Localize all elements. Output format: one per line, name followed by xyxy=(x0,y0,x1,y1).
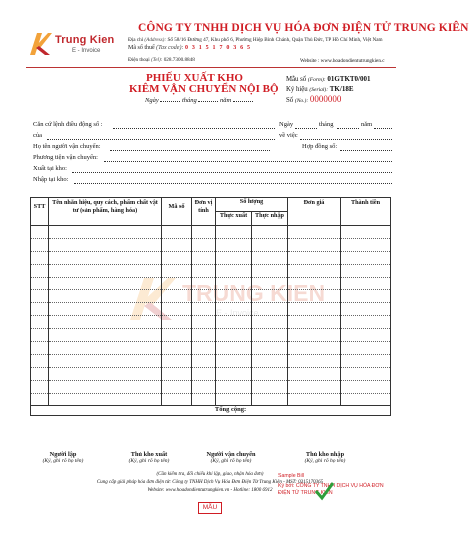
table-cell[interactable] xyxy=(341,277,391,290)
table-cell[interactable] xyxy=(341,303,391,316)
document-subtitle: KIÊM VẬN CHUYỂN NỘI BỘ xyxy=(129,83,279,95)
table-cell[interactable] xyxy=(252,226,288,239)
table-cell[interactable] xyxy=(31,342,49,355)
table-cell[interactable] xyxy=(192,316,216,329)
table-cell[interactable] xyxy=(252,290,288,303)
table-row xyxy=(31,264,391,277)
from-warehouse-label: Xuất tại kho: xyxy=(33,165,67,172)
order-day-label: Ngày xyxy=(279,121,294,128)
table-cell[interactable] xyxy=(162,303,192,316)
col-header-code: Mã số xyxy=(162,198,192,226)
table-cell[interactable] xyxy=(216,329,252,342)
table-row xyxy=(31,303,391,316)
table-cell[interactable] xyxy=(252,329,288,342)
serial-value: TK/18E xyxy=(329,85,354,93)
form-value: 01GTKT0/001 xyxy=(327,75,371,83)
footer-check-note: (Cần kiểm tra, đối chiếu khi lập, giao, nhận hóa đơn) xyxy=(156,472,264,477)
table-cell[interactable] xyxy=(192,264,216,277)
table-cell[interactable] xyxy=(288,380,341,393)
table-cell[interactable] xyxy=(192,380,216,393)
signature-note: (Ký, ghi rõ họ tên) xyxy=(42,458,84,464)
table-cell[interactable] xyxy=(31,303,49,316)
footer-contact: Website: www.hoadondientutrungkien.vn - Hotline: 1800 6912 xyxy=(147,488,273,493)
table-cell[interactable] xyxy=(162,238,192,251)
table-cell[interactable] xyxy=(192,277,216,290)
table-cell[interactable] xyxy=(216,264,252,277)
date-year-label: năm xyxy=(220,97,232,104)
date-day-blank xyxy=(160,101,180,102)
order-year-label: năm xyxy=(361,121,373,128)
to-warehouse-label: Nhập tại kho: xyxy=(33,176,69,183)
sample-stamp: MẪU xyxy=(198,502,222,514)
table-cell[interactable] xyxy=(49,251,162,264)
form-label-en: (Form): xyxy=(307,77,326,83)
table-cell[interactable] xyxy=(49,277,162,290)
table-cell[interactable] xyxy=(288,238,341,251)
of-label: của xyxy=(33,132,43,139)
website-label: Website : xyxy=(300,58,320,64)
signature-title: Thủ kho nhập xyxy=(305,451,345,458)
table-cell[interactable] xyxy=(162,290,192,303)
transporter-label: Họ tên người vận chuyển: xyxy=(33,143,101,150)
table-cell[interactable] xyxy=(341,264,391,277)
table-cell[interactable] xyxy=(162,251,192,264)
number-label-en: (No.): xyxy=(294,98,309,104)
signature-note: (Ký, ghi rõ họ tên) xyxy=(210,458,252,464)
table-cell[interactable] xyxy=(216,367,252,380)
table-cell[interactable] xyxy=(288,277,341,290)
table-cell[interactable] xyxy=(252,380,288,393)
table-cell[interactable] xyxy=(252,238,288,251)
table-row xyxy=(31,380,391,393)
date-month-blank xyxy=(198,101,218,102)
table-cell[interactable] xyxy=(341,238,391,251)
table-cell[interactable] xyxy=(49,303,162,316)
table-row xyxy=(31,316,391,329)
company-logo xyxy=(27,30,127,64)
table-cell[interactable] xyxy=(49,316,162,329)
order-month-field[interactable] xyxy=(337,128,359,129)
table-cell[interactable] xyxy=(31,367,49,380)
form-label: Mẫu số xyxy=(286,76,307,83)
number-label: Số xyxy=(286,97,294,104)
address-label: Địa chỉ xyxy=(128,37,144,43)
date-month-label: tháng xyxy=(181,97,197,104)
table-cell[interactable] xyxy=(252,264,288,277)
invoice-number xyxy=(286,94,341,104)
table-header-row xyxy=(31,198,391,212)
table-cell[interactable] xyxy=(252,354,288,367)
table-row xyxy=(31,238,391,251)
table-cell[interactable] xyxy=(288,329,341,342)
taxcode-label: Mã số thuế xyxy=(128,45,155,51)
table-cell[interactable] xyxy=(162,277,192,290)
table-cell[interactable] xyxy=(341,380,391,393)
watermark-name: TRUNG KIEN xyxy=(182,280,326,306)
website-value: www.hoadondientutrungkien.c xyxy=(320,58,385,64)
table-row xyxy=(31,251,391,264)
table-cell[interactable] xyxy=(341,367,391,380)
table-cell[interactable] xyxy=(288,367,341,380)
order-day-field[interactable] xyxy=(295,128,317,129)
table-cell[interactable] xyxy=(49,264,162,277)
table-cell[interactable] xyxy=(49,380,162,393)
table-cell[interactable] xyxy=(288,342,341,355)
table-cell[interactable] xyxy=(341,251,391,264)
table-cell[interactable] xyxy=(341,226,391,239)
table-cell[interactable] xyxy=(192,238,216,251)
watermark-sub: E - Invoice xyxy=(216,308,259,318)
col-header-stt: STT xyxy=(31,198,49,226)
table-row xyxy=(31,354,391,367)
table-cell[interactable] xyxy=(31,380,49,393)
company-name: CÔNG TY TNHH DỊCH VỤ HÓA ĐƠN ĐIỆN TỬ TRUNG KIÊN xyxy=(138,22,469,34)
table-cell[interactable] xyxy=(31,393,49,406)
table-cell[interactable] xyxy=(288,251,341,264)
table-cell[interactable] xyxy=(162,226,192,239)
table-cell[interactable] xyxy=(162,380,192,393)
table-cell[interactable] xyxy=(31,316,49,329)
table-cell[interactable] xyxy=(216,342,252,355)
table-row xyxy=(31,277,391,290)
signature-title: Người vận chuyển xyxy=(206,451,256,458)
col-header-unit: Đơn vị tính xyxy=(192,198,216,226)
dispatch-order-label: Căn cứ lệnh điều động số : xyxy=(33,121,103,128)
table-cell[interactable] xyxy=(252,316,288,329)
dispatch-order-field[interactable] xyxy=(113,128,275,129)
table-cell[interactable] xyxy=(216,354,252,367)
items-table xyxy=(30,197,391,416)
table-cell[interactable] xyxy=(192,367,216,380)
table-cell[interactable] xyxy=(49,393,162,406)
col-header-qty-out: Thực xuất xyxy=(216,212,252,226)
table-cell[interactable] xyxy=(216,290,252,303)
table-cell[interactable] xyxy=(162,367,192,380)
total-label: Tổng cộng: xyxy=(31,406,391,416)
table-cell[interactable] xyxy=(192,393,216,406)
col-header-price: Đơn giá xyxy=(288,198,341,226)
table-cell[interactable] xyxy=(162,264,192,277)
table-cell[interactable] xyxy=(31,354,49,367)
table-cell[interactable] xyxy=(288,393,341,406)
address-label-en: (Address): xyxy=(144,37,167,43)
table-cell[interactable] xyxy=(162,316,192,329)
to-warehouse-field[interactable] xyxy=(74,183,392,184)
table-body xyxy=(31,226,391,406)
vehicle-field[interactable] xyxy=(104,161,392,162)
logo-subtitle: E - Invoice xyxy=(72,48,101,54)
order-year-field[interactable] xyxy=(374,128,392,129)
table-cell[interactable] xyxy=(216,226,252,239)
table-cell[interactable] xyxy=(216,251,252,264)
table-cell[interactable] xyxy=(252,277,288,290)
signature-out-keeper xyxy=(114,451,184,464)
signature-note: (Ký, ghi rõ họ tên) xyxy=(128,458,170,464)
table-cell[interactable] xyxy=(252,342,288,355)
taxcode-value: 0 3 1 5 1 7 0 3 6 5 xyxy=(184,45,252,51)
date-day-label: Ngày xyxy=(145,97,159,104)
table-cell[interactable] xyxy=(216,238,252,251)
col-header-name: Tên nhãn hiệu, quy cách, phẩm chất vật tư (sản phẩm, hàng hóa) xyxy=(49,198,162,226)
table-cell[interactable] xyxy=(288,316,341,329)
table-cell[interactable] xyxy=(252,393,288,406)
table-cell[interactable] xyxy=(288,354,341,367)
order-month-label: tháng xyxy=(319,121,334,128)
table-cell[interactable] xyxy=(31,277,49,290)
table-cell[interactable] xyxy=(162,329,192,342)
transporter-field[interactable] xyxy=(110,150,270,151)
table-row xyxy=(31,329,391,342)
footer-provider: Cung cấp giải pháp hóa đơn điện tử: Công ty TNHH Dịch Vụ Hóa Đơn Điện Tử Trung Kiên - MST: 0315170365 xyxy=(96,480,324,485)
table-cell[interactable] xyxy=(192,354,216,367)
table-cell[interactable] xyxy=(49,329,162,342)
table-cell[interactable] xyxy=(341,316,391,329)
table-cell[interactable] xyxy=(49,238,162,251)
address-value: Số 58/16 Đường 47, Khu phố 6, Phường Hiệp Bình Chánh, Quận Thủ Đức, TP Hồ Chí Minh, Việt Nam xyxy=(167,37,383,43)
table-cell[interactable] xyxy=(192,329,216,342)
document-date xyxy=(145,97,253,104)
contract-field[interactable] xyxy=(340,150,392,151)
table-cell[interactable] xyxy=(192,303,216,316)
table-cell[interactable] xyxy=(216,393,252,406)
table-total-row xyxy=(31,406,391,416)
table-cell[interactable] xyxy=(31,226,49,239)
table-cell[interactable] xyxy=(341,342,391,355)
address-line xyxy=(128,37,383,43)
table-cell[interactable] xyxy=(31,238,49,251)
table-row xyxy=(31,393,391,406)
signature-in-keeper xyxy=(290,451,360,464)
table-cell[interactable] xyxy=(288,264,341,277)
col-header-qty-in: Thực nhập xyxy=(252,212,288,226)
website-line xyxy=(300,58,385,64)
signature-title: Người lập xyxy=(49,451,77,458)
sample-caption: Sample Bill xyxy=(278,473,304,479)
table-row xyxy=(31,226,391,239)
table-cell[interactable] xyxy=(192,290,216,303)
signature-note: (Ký, ghi rõ họ tên) xyxy=(304,458,346,464)
table-cell[interactable] xyxy=(216,380,252,393)
table-cell[interactable] xyxy=(31,290,49,303)
table-cell[interactable] xyxy=(31,329,49,342)
contract-label: Hợp đồng số: xyxy=(302,143,338,150)
signature-title: Thủ kho xuất xyxy=(130,451,168,458)
table-row xyxy=(31,367,391,380)
table-cell[interactable] xyxy=(252,303,288,316)
form-number xyxy=(286,75,371,83)
table-cell[interactable] xyxy=(288,303,341,316)
serial-label: Ký hiệu xyxy=(286,86,308,93)
table-cell[interactable] xyxy=(288,226,341,239)
taxcode-line xyxy=(128,45,251,51)
signature-transporter xyxy=(196,451,266,464)
from-warehouse-field[interactable] xyxy=(72,172,392,173)
table-row xyxy=(31,342,391,355)
table-cell[interactable] xyxy=(49,226,162,239)
table-cell[interactable] xyxy=(192,226,216,239)
number-value: 0000000 xyxy=(309,94,342,104)
table-cell[interactable] xyxy=(252,251,288,264)
table-cell[interactable] xyxy=(162,342,192,355)
phone-label-en: (Tel): xyxy=(151,57,163,63)
table-row xyxy=(31,290,391,303)
col-header-amount: Thành tiền xyxy=(341,198,391,226)
phone-value: 028.7300.8848 xyxy=(163,57,195,63)
table-cell[interactable] xyxy=(162,393,192,406)
table-cell[interactable] xyxy=(216,277,252,290)
table-cell[interactable] xyxy=(341,393,391,406)
vehicle-label: Phương tiện vận chuyển: xyxy=(33,154,98,161)
table-cell[interactable] xyxy=(216,316,252,329)
table-cell[interactable] xyxy=(288,290,341,303)
table-cell[interactable] xyxy=(341,329,391,342)
table-cell[interactable] xyxy=(162,354,192,367)
serial-label-en: (Serial): xyxy=(309,87,329,93)
table-cell[interactable] xyxy=(216,303,252,316)
logo-name: Trung Kien xyxy=(55,34,115,46)
table-cell[interactable] xyxy=(192,251,216,264)
table-cell[interactable] xyxy=(31,251,49,264)
table-cell[interactable] xyxy=(31,264,49,277)
phone-line xyxy=(128,57,195,63)
document-title: PHIẾU XUẤT KHO xyxy=(146,72,243,84)
table-cell[interactable] xyxy=(192,342,216,355)
date-year-blank xyxy=(233,101,253,102)
header-separator xyxy=(26,67,396,68)
table-cell[interactable] xyxy=(341,290,391,303)
signed-by: Ký bởi: CÔNG TY TNHH DỊCH VỤ HÓA ĐƠN ĐIỆN TỬ TRUNG KIÊN xyxy=(278,483,384,496)
table-cell[interactable] xyxy=(49,342,162,355)
about-field[interactable] xyxy=(300,139,392,140)
table-cell[interactable] xyxy=(49,290,162,303)
col-header-qty: Số lượng xyxy=(216,198,288,212)
trung-kien-logo-icon xyxy=(27,31,53,57)
taxcode-label-en: (Tax code): xyxy=(156,45,184,51)
of-field[interactable] xyxy=(47,139,275,140)
signature-preparer xyxy=(28,451,98,464)
phone-label: Điện thoại xyxy=(128,57,150,63)
about-label: về việc xyxy=(279,132,298,139)
table-cell[interactable] xyxy=(49,367,162,380)
table-cell[interactable] xyxy=(341,354,391,367)
serial-number xyxy=(286,85,354,93)
table-cell[interactable] xyxy=(49,354,162,367)
table-cell[interactable] xyxy=(252,367,288,380)
